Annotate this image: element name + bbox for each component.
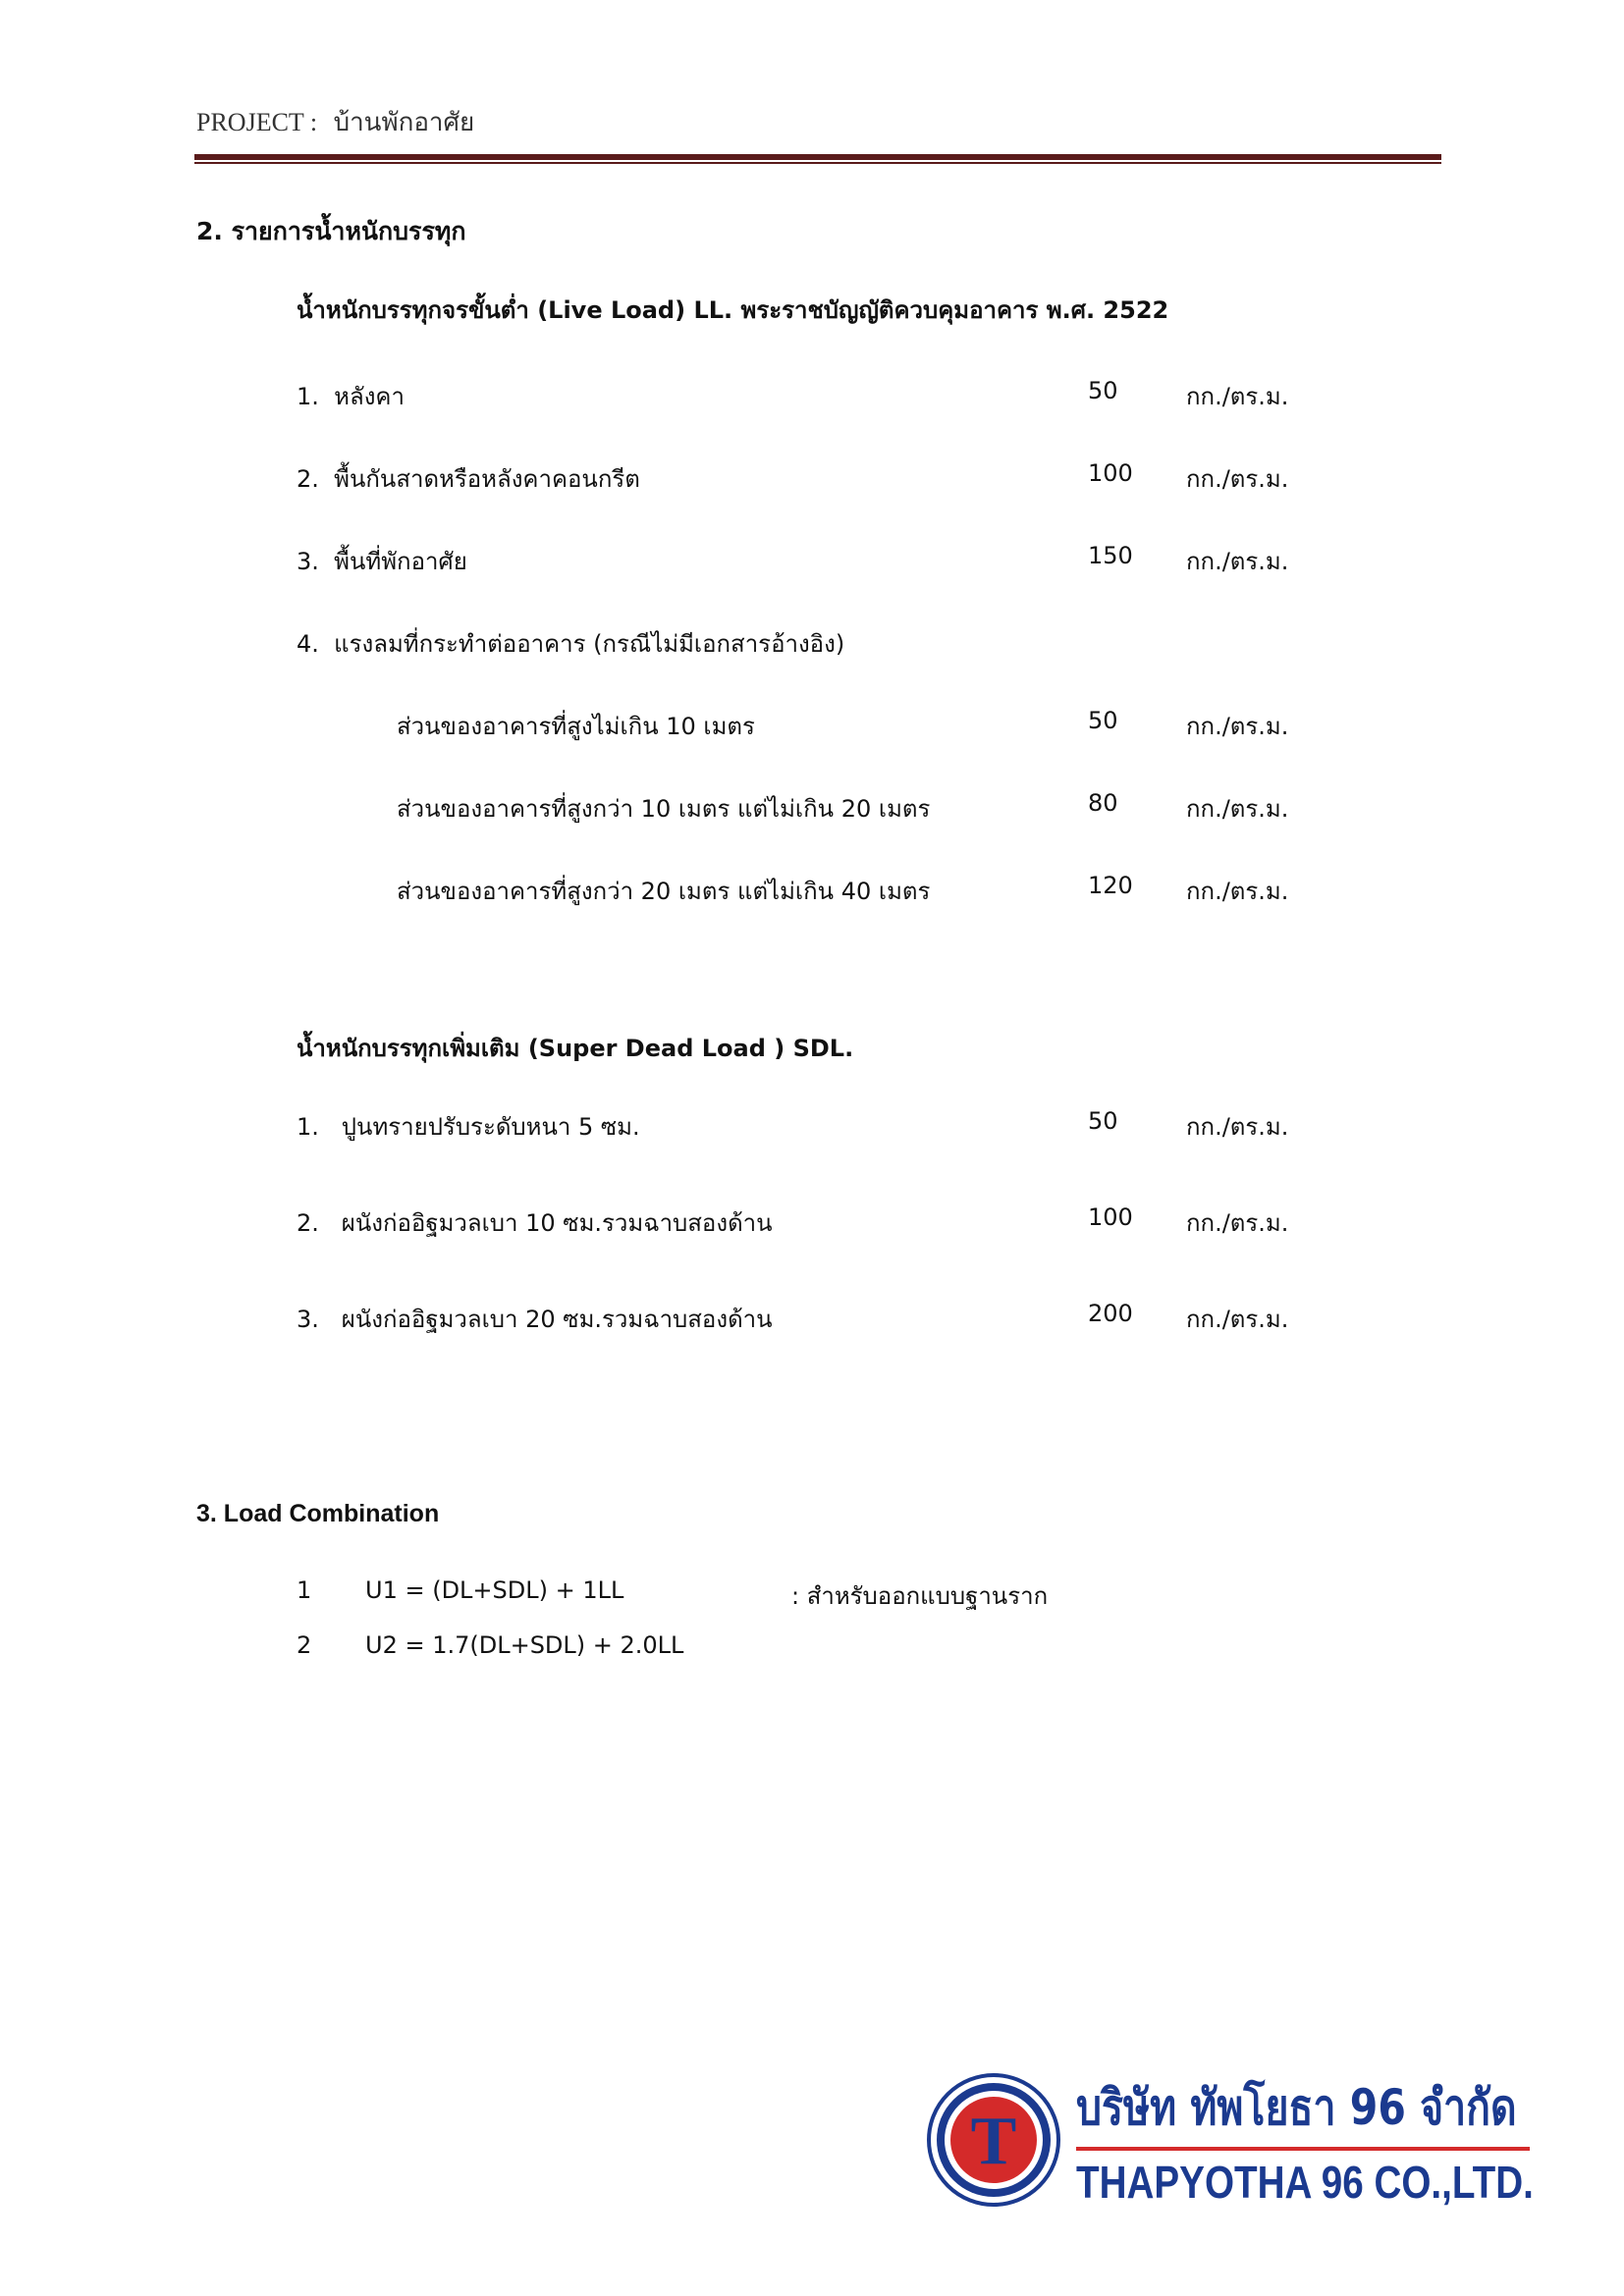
item-text: ปูนทรายปรับระดับหนา 5 ซม. <box>341 1113 640 1141</box>
item-number: 1. <box>297 1113 319 1141</box>
list-item <box>297 459 640 498</box>
item-number: 2. <box>297 465 319 493</box>
item-text: ผนังก่ออิฐมวลเบา 20 ซม.รวมฉาบสองด้าน <box>341 1306 773 1333</box>
item-value: 50 <box>1088 377 1118 404</box>
item-value: 100 <box>1088 459 1133 487</box>
item-unit: กก./ตร.ม. <box>1186 878 1289 905</box>
company-name-thai: บริษัท ทัพโยธา 96 จำกัด <box>1076 2079 1517 2136</box>
item-unit: กก./ตร.ม. <box>1186 465 1289 493</box>
item-value: 200 <box>1088 1300 1133 1327</box>
live-load-heading: น้ำหนักบรรทุกจรขั้นต่ำ (Live Load) LL. พระราชบัญญัติควบคุมอาคาร พ.ศ. 2522 <box>297 296 1169 324</box>
item-number: 3. <box>297 548 319 575</box>
list-item <box>297 1203 773 1242</box>
company-name-english: THAPYOTHA 96 CO.,LTD. <box>1076 2157 1534 2208</box>
item-unit: กก./ตร.ม. <box>1186 548 1289 575</box>
item-text: แรงลมที่กระทำต่ออาคาร (กรณีไม่มีเอกสารอ้างอิง) <box>334 630 845 658</box>
item-value: 50 <box>1088 707 1118 734</box>
item-number: 4. <box>297 630 319 658</box>
list-item <box>297 1300 773 1338</box>
item-unit: กก./ตร.ม. <box>1186 1306 1289 1333</box>
project-name: บ้านพักอาศัย <box>333 108 475 136</box>
item-number: 3. <box>297 1306 319 1333</box>
header-rule-thin <box>194 162 1441 164</box>
combo-note: : สำหรับออกแบบฐานราก <box>791 1582 1049 1610</box>
company-emblem-icon <box>927 2073 1060 2207</box>
company-logo <box>919 2061 1547 2218</box>
item-number: 2. <box>297 1209 319 1237</box>
item-unit: กก./ตร.ม. <box>1186 713 1289 740</box>
item-unit: กก./ตร.ม. <box>1186 795 1289 823</box>
combo-number: 1 <box>297 1576 312 1604</box>
combo-formula: U1 = (DL+SDL) + 1LL <box>365 1576 624 1604</box>
list-item <box>297 624 844 663</box>
wind-item-text: ส่วนของอาคารที่สูงกว่า 20 เมตร แต่ไม่เกิน 40 เมตร <box>397 878 931 905</box>
project-label: PROJECT : <box>196 108 318 136</box>
item-unit: กก./ตร.ม. <box>1186 383 1289 410</box>
item-text: พื้นที่พักอาศัย <box>334 548 467 575</box>
logo-divider <box>1076 2147 1530 2151</box>
page-header <box>196 102 474 142</box>
item-text: หลังคา <box>334 383 405 410</box>
item-value: 80 <box>1088 789 1118 817</box>
item-value: 120 <box>1088 872 1133 899</box>
combo-formula: U2 = 1.7(DL+SDL) + 2.0LL <box>365 1631 684 1659</box>
section-3-title: 3. Load Combination <box>196 1500 440 1527</box>
item-value: 150 <box>1088 542 1133 569</box>
header-rule <box>194 154 1441 160</box>
section-2-title: 2. รายการน้ำหนักบรรทุก <box>196 217 466 245</box>
item-value: 50 <box>1088 1107 1118 1135</box>
list-item <box>297 542 467 580</box>
combo-number: 2 <box>297 1631 312 1659</box>
item-text: ผนังก่ออิฐมวลเบา 10 ซม.รวมฉาบสองด้าน <box>341 1209 773 1237</box>
list-item <box>297 1107 640 1146</box>
item-number: 1. <box>297 383 319 410</box>
logo-letter: T <box>970 2104 1017 2179</box>
wind-item-text: ส่วนของอาคารที่สูงกว่า 10 เมตร แต่ไม่เกิน 20 เมตร <box>397 795 931 823</box>
list-item <box>297 377 405 415</box>
item-unit: กก./ตร.ม. <box>1186 1113 1289 1141</box>
item-text: พื้นกันสาดหรือหลังคาคอนกรีต <box>334 465 640 493</box>
wind-item-text: ส่วนของอาคารที่สูงไม่เกิน 10 เมตร <box>397 713 755 740</box>
super-dead-load-heading: น้ำหนักบรรทุกเพิ่มเติม (Super Dead Load ) SDL. <box>297 1035 854 1062</box>
item-unit: กก./ตร.ม. <box>1186 1209 1289 1237</box>
item-value: 100 <box>1088 1203 1133 1231</box>
